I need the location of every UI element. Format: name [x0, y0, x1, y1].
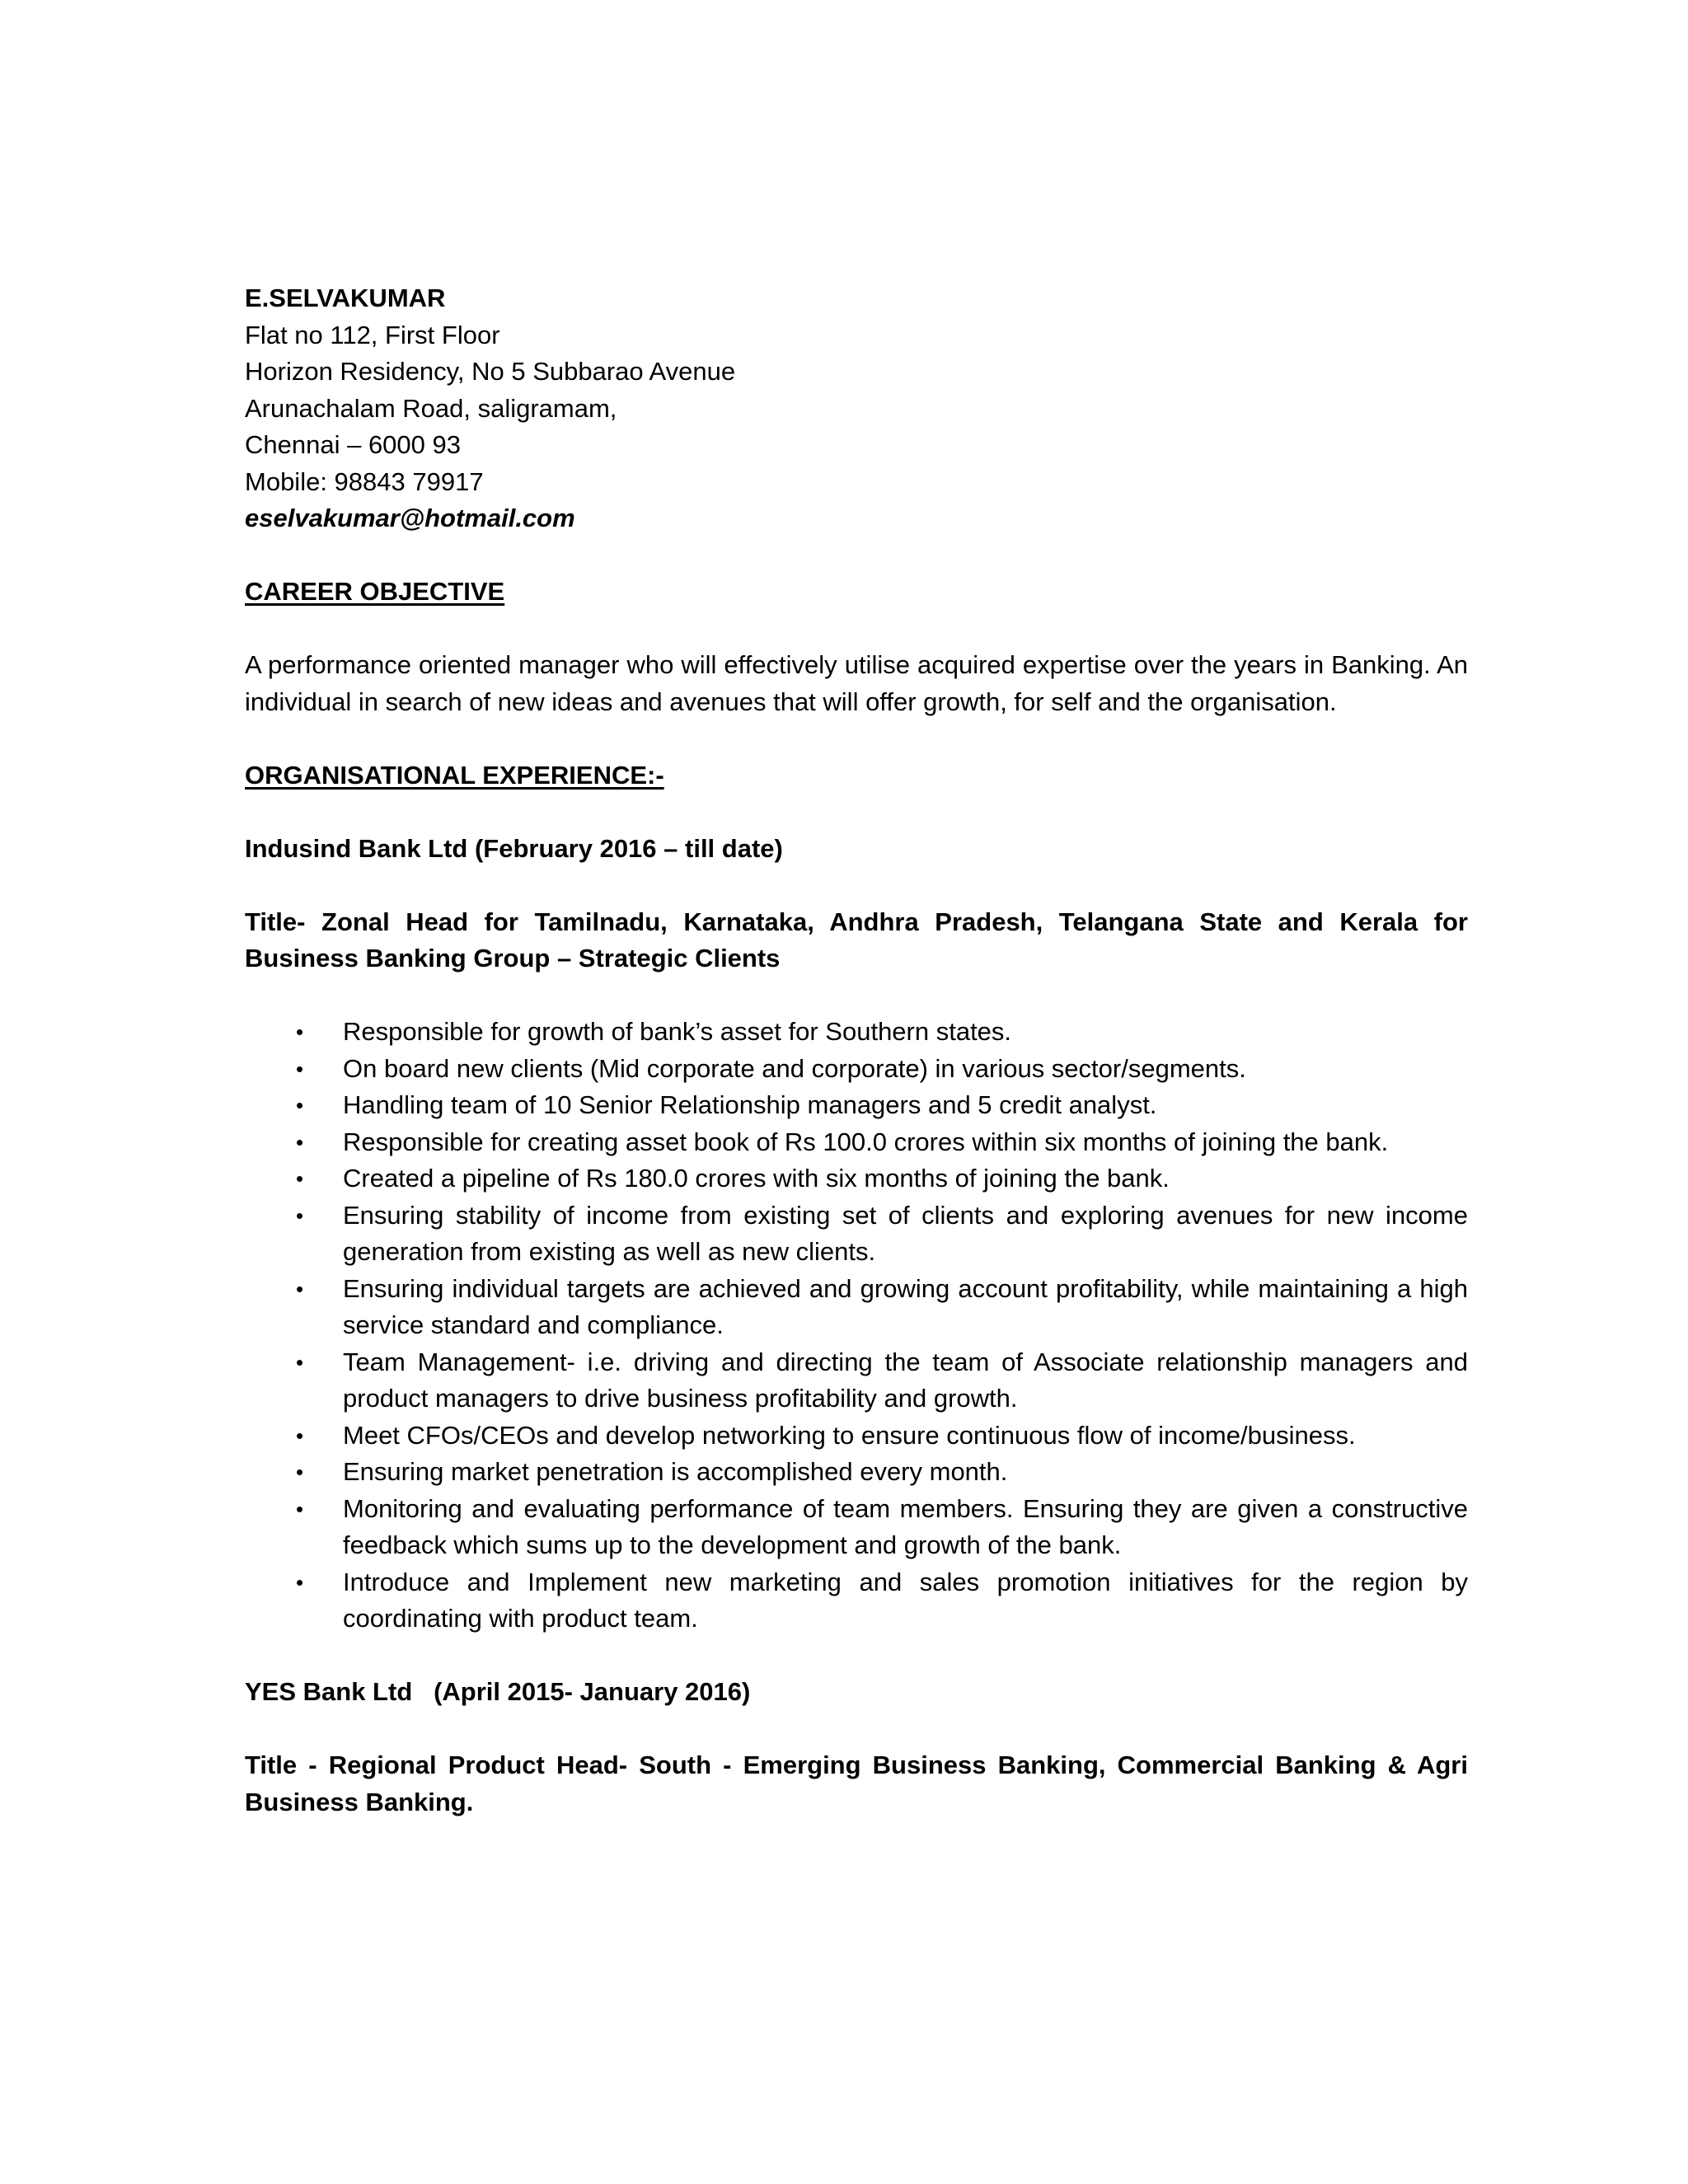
list-item-text: Monitoring and evaluating performance of team members. Ensuring they are given a constructive feedback which sums up to the development and growth of the bank.: [343, 1493, 1468, 1559]
bullet-icon: •: [296, 1569, 304, 1595]
list-item: [245, 1564, 1468, 1638]
list-item-text: Meet CFOs/CEOs and develop networking to ensure continuous flow of income/business.: [343, 1420, 1356, 1450]
list-item: [245, 1197, 1468, 1271]
experience-heading: ORGANISATIONAL EXPERIENCE:-: [245, 760, 664, 790]
bullet-icon: •: [296, 1422, 304, 1448]
list-item: [245, 1344, 1468, 1418]
list-item-text: On board new clients (Mid corporate and corporate) in various sector/segments.: [343, 1053, 1246, 1083]
job-title: Title - Regional Product Head- South - Emerging Business Banking, Commercial Banking & Agri Business Banking.: [245, 1750, 1468, 1816]
spacer: [245, 1638, 1468, 1675]
spacer: [245, 867, 1468, 904]
bullet-icon: •: [296, 1019, 304, 1044]
list-item: [245, 1051, 1468, 1088]
list-item: [245, 1087, 1468, 1124]
email-address: eselvakumar@hotmail.com: [245, 504, 575, 532]
address-line: Arunachalam Road, saligramam,: [245, 393, 617, 423]
bullet-icon: •: [296, 1166, 304, 1191]
bullet-icon: •: [296, 1129, 304, 1155]
list-item-text: Created a pipeline of Rs 180.0 crores with six months of joining the bank.: [343, 1164, 1170, 1193]
spacer: [245, 1711, 1468, 1748]
list-item-text: Responsible for creating asset book of Rs 100.0 crores within six months of joining the bank.: [343, 1127, 1389, 1156]
list-item: [245, 1491, 1468, 1564]
career-objective-heading: CAREER OBJECTIVE: [245, 577, 505, 606]
list-item-text: Ensuring stability of income from existing set of clients and exploring avenues for new income generation from existing as well as new clients.: [343, 1200, 1468, 1266]
address-line: Chennai – 6000 93: [245, 430, 462, 459]
list-item: [245, 1160, 1468, 1197]
spacer: [245, 977, 1468, 1015]
mobile-number: Mobile: 98843 79917: [245, 466, 484, 496]
bullet-icon: •: [296, 1460, 304, 1484]
bullet-icon: •: [296, 1349, 304, 1375]
spacer: [245, 720, 1468, 757]
list-item-text: Responsible for growth of bank’s asset for Southern states.: [343, 1017, 1012, 1046]
employer-line: YES Bank Ltd (April 2015- January 2016): [245, 1677, 751, 1706]
bullet-icon: •: [296, 1496, 304, 1521]
list-item-text: Handling team of 10 Senior Relationship managers and 5 credit analyst.: [343, 1090, 1157, 1119]
responsibilities-list: [245, 1014, 1468, 1638]
list-item-text: Team Management- i.e. driving and directing the team of Associate relationship managers and product managers to drive business profitability and growth.: [343, 1347, 1468, 1413]
bullet-icon: •: [296, 1093, 304, 1118]
list-item-text: Ensuring individual targets are achieved and growing account profitability, while maintaining a high service standard and compliance.: [343, 1273, 1468, 1339]
career-objective-text: A performance oriented manager who will effectively utilise acquired expertise over the years in Banking. An individual in search of new ideas and avenues that will offer growth, for self and the organisation.: [245, 650, 1468, 716]
list-item: [245, 1124, 1468, 1161]
candidate-name: E.SELVAKUMAR: [245, 284, 446, 312]
bullet-icon: •: [296, 1056, 304, 1081]
list-item: [245, 1454, 1468, 1491]
list-item: [245, 1271, 1468, 1344]
list-item-text: Ensuring market penetration is accomplished every month.: [343, 1457, 1008, 1486]
bullet-icon: •: [296, 1276, 304, 1301]
spacer: [245, 611, 1468, 648]
list-item: [245, 1418, 1468, 1455]
bullet-icon: •: [296, 1202, 304, 1228]
list-item-text: Introduce and Implement new marketing and sales promotion initiatives for the region by coordinating with product team.: [343, 1567, 1468, 1633]
resume-page: [245, 280, 1468, 1821]
address-line: Horizon Residency, No 5 Subbarao Avenue: [245, 357, 736, 386]
address-line: Flat no 112, First Floor: [245, 320, 500, 349]
list-item: [245, 1014, 1468, 1051]
employer-line: Indusind Bank Ltd (February 2016 – till date): [245, 833, 783, 863]
job-title: Title- Zonal Head for Tamilnadu, Karnataka, Andhra Pradesh, Telangana State and Kerala for Business Banking Group – Strategic Clients: [245, 907, 1468, 972]
spacer: [245, 794, 1468, 831]
spacer: [245, 537, 1468, 574]
